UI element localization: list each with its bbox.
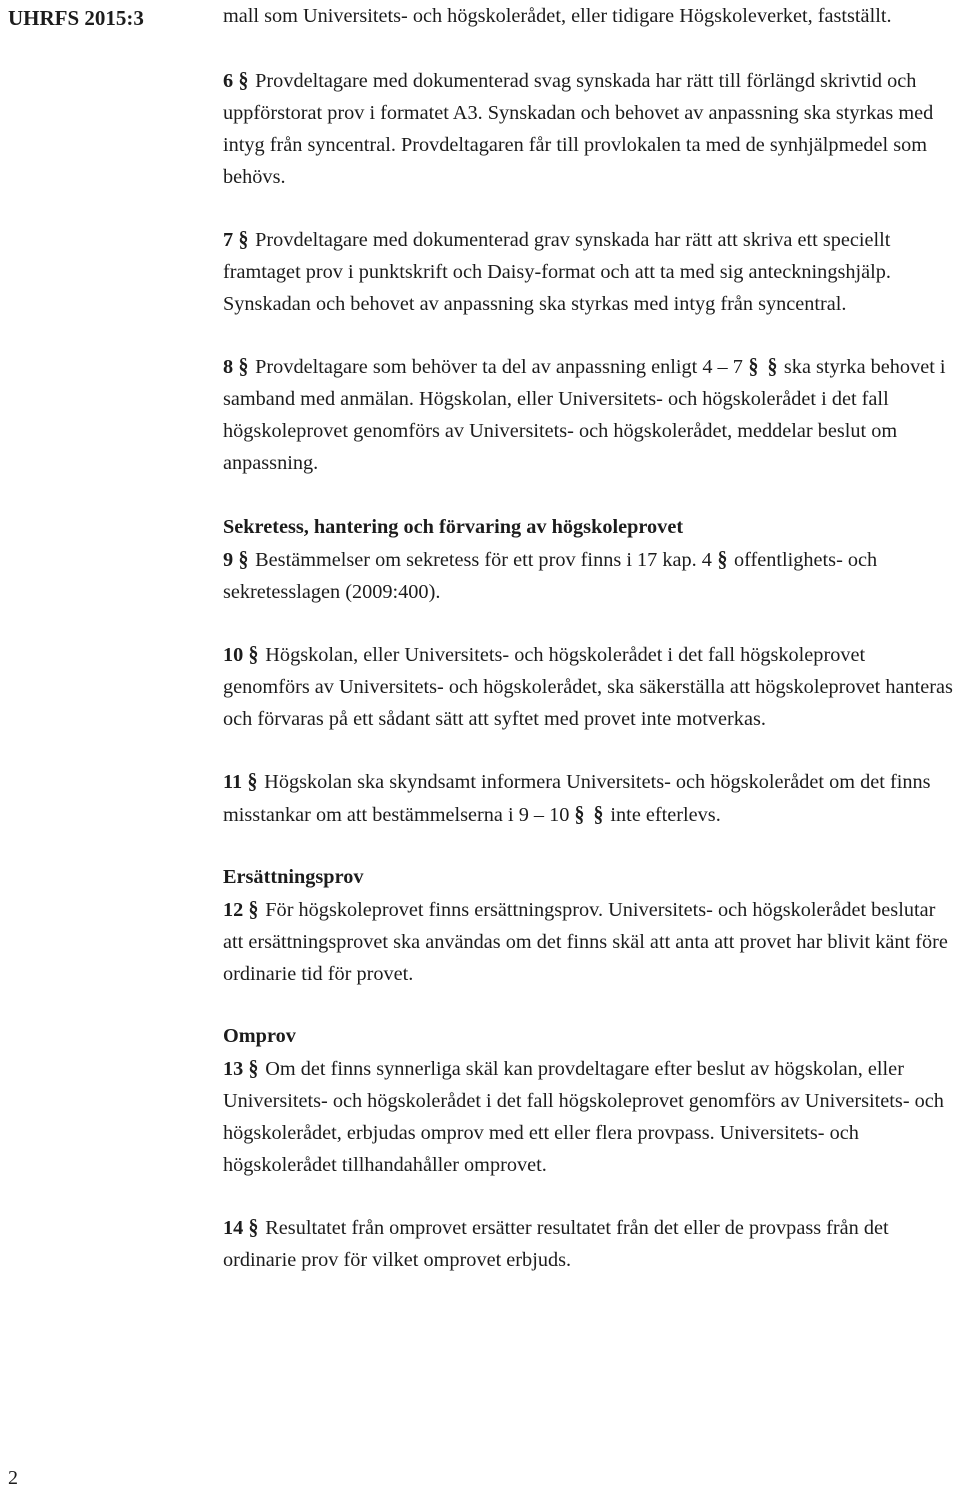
- section-heading-confidentiality: Sekretess, hantering och förvaring av högskoleprovet: [223, 516, 684, 538]
- paragraph-number: 14: [223, 1217, 244, 1239]
- paragraph-text: ska styrka behovet i samband med anmälan. Högskolan, eller Universitets- och högskolerådet i det fall högskoleprovet genomförs av Universitets- och högskolerådet, meddelar beslut om anpassning.: [223, 356, 946, 474]
- paragraph-number: 10: [223, 644, 244, 666]
- paragraph-text: Bestämmelser om sekretess för ett prov finns i 17 kap. 4: [255, 549, 712, 571]
- document-body: [223, 0, 955, 1306]
- paragraph-number: 13: [223, 1058, 244, 1080]
- section-sign-icon: §: [238, 353, 249, 378]
- section-sign-icon: §: [574, 801, 585, 826]
- paragraph-text: Resultatet från omprovet ersätter resultatet från det eller de provpass från det ordinarie prov för vilket omprovet erbjuds.: [223, 1217, 889, 1271]
- paragraph-text: Provdeltagare med dokumenterad grav synskada har rätt att skriva ett speciellt framtaget prov i punktskrift och Daisy-format och att ta med sig anteckningshjälp. Synskadan och behovet av anpassning ska styrkas med intyg från syncentral.: [223, 229, 891, 315]
- paragraph-text: Högskolan ska skyndsamt informera Universitets- och högskolerådet om det finns misstankar om att bestämmelserna i 9 – 10: [223, 771, 931, 826]
- paragraph-text: Provdeltagare med dokumenterad svag synskada har rätt till förlängd skrivtid och uppförstorat prov i formatet A3. Synskadan och behovet av anpassning ska styrkas med intyg från syncentral. Provdeltagaren får till provlokalen ta med de synhjälpmedel som behövs.: [223, 70, 934, 188]
- section-sign-icon: §: [748, 353, 759, 378]
- paragraph-12: [223, 893, 955, 990]
- document-id: UHRFS 2015:3: [8, 6, 144, 30]
- paragraph-10: [223, 638, 955, 735]
- paragraph-text: Högskolan, eller Universitets- och högskolerådet i det fall högskoleprovet genomförs av Universitets- och högskolerådet, ska säkerställa att högskoleprovet hanteras och förvaras på ett sådant sätt att syftet med provet inte motverkas.: [223, 644, 953, 730]
- section-sign-icon: §: [248, 1055, 259, 1080]
- intro-text: mall som Universitets- och högskolerådet, eller tidigare Högskoleverket, fastställt.: [223, 5, 892, 27]
- paragraph-number: 8: [223, 356, 234, 378]
- section-sign-icon: §: [247, 768, 258, 793]
- paragraph-11: [223, 765, 955, 831]
- section-sign-icon: §: [593, 801, 604, 826]
- paragraph-number: 12: [223, 899, 244, 921]
- paragraph-number: 7: [223, 229, 234, 251]
- paragraph-text: För högskoleprovet finns ersättningsprov. Universitets- och högskolerådet beslutar att ersättningsprovet ska användas om det finns skäl att anta att provet har blivit känt före ordinarie tid för provet.: [223, 899, 948, 985]
- section-sign-icon: §: [248, 1214, 259, 1239]
- paragraph-text: Provdeltagare som behöver ta del av anpassning enligt 4 – 7: [255, 356, 743, 378]
- paragraph-9: [223, 543, 955, 608]
- paragraph-8: [223, 350, 955, 479]
- section-sign-icon: §: [238, 546, 249, 571]
- paragraph-13: [223, 1052, 955, 1181]
- section-sign-icon: §: [717, 546, 728, 571]
- page-number: 2: [8, 1467, 18, 1489]
- paragraph-text: Om det finns synnerliga skäl kan provdeltagare efter beslut av högskolan, eller Universitets- och högskolerådet i det fall högskoleprovet genomförs av Universitets- och högskolerådet, erbjudas omprov med ett eller flera provpass. Universitets- och högskolerådet tillhandahåller omprovet.: [223, 1058, 944, 1176]
- paragraph-14: [223, 1211, 955, 1276]
- section-sign-icon: §: [248, 896, 259, 921]
- paragraph-number: 11: [223, 771, 243, 793]
- section-heading-substitute: Ersättningsprov: [223, 866, 364, 888]
- paragraph-7: [223, 223, 955, 320]
- paragraph-number: 6: [223, 70, 234, 92]
- paragraph-6: [223, 64, 955, 193]
- section-heading-retest: Omprov: [223, 1025, 296, 1047]
- section-sign-icon: §: [238, 226, 249, 251]
- section-sign-icon: §: [767, 353, 778, 378]
- paragraph-number: 9: [223, 549, 234, 571]
- section-sign-icon: §: [248, 641, 259, 666]
- paragraph-text: inte efterlevs.: [610, 804, 721, 826]
- paragraph-text: offentlighets- och sekretesslagen (2009:400).: [223, 549, 878, 603]
- section-sign-icon: §: [238, 67, 249, 92]
